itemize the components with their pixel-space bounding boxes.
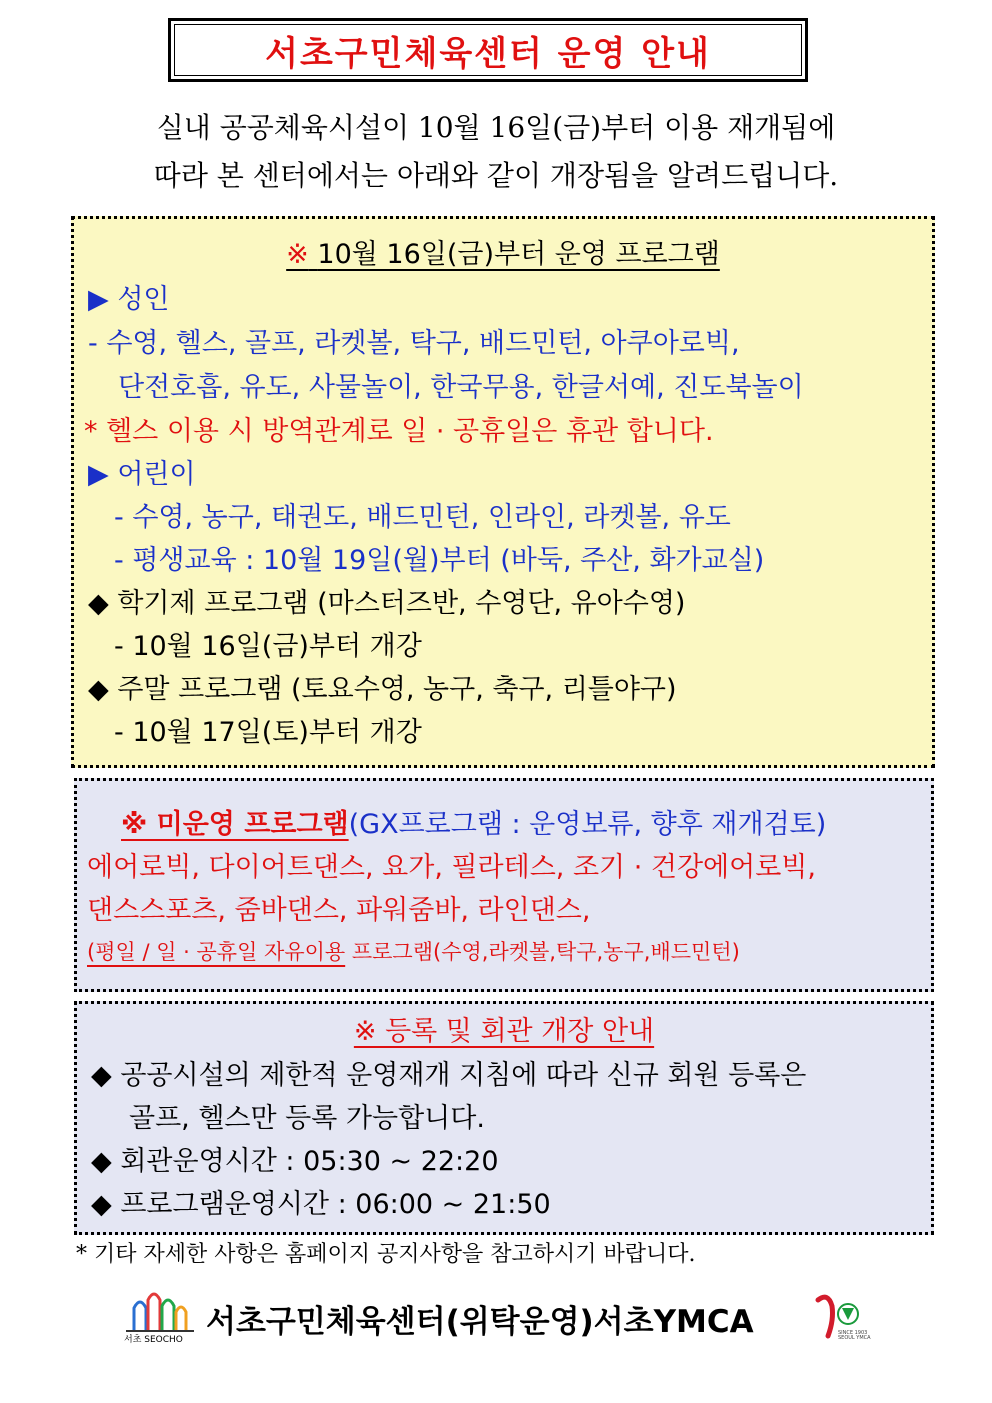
intro-text xyxy=(60,104,932,200)
svg-text:SEOUL YMCA: SEOUL YMCA xyxy=(838,1335,871,1341)
free-use-programs: 프로그램(수영,라켓볼,탁구,농구,배드민턴) xyxy=(345,940,740,964)
program-hours: ◆ 프로그램운영시간 : 06:00 ~ 21:50 xyxy=(91,1189,551,1220)
kids-education: - 평생교육 : 10월 19일(월)부터 (바둑, 주산, 화가교실) xyxy=(114,545,765,576)
svg-text:SINCE 1903: SINCE 1903 xyxy=(838,1330,868,1336)
title-box xyxy=(168,18,808,82)
registration-item-1a: ◆ 공공시설의 제한적 운영재개 지침에 따라 신규 회원 등록은 xyxy=(91,1060,807,1091)
semester-program-label: ◆ 학기제 프로그램 (마스터즈반, 수영단, 유아수영) xyxy=(88,588,686,619)
fitness-notice: * 헬스 이용 시 방역관계로 일 · 공휴일은 휴관 합니다. xyxy=(84,416,714,447)
adult-items-line-1: - 수영, 헬스, 골프, 라켓볼, 탁구, 배드민턴, 아쿠아로빅, xyxy=(88,328,740,359)
footer xyxy=(120,1290,880,1350)
not-running-heading-line xyxy=(121,805,826,845)
registration-heading-wrap xyxy=(77,1012,931,1052)
not-running-heading-note: (GX프로그램 : 운영보류, 향후 재개검토) xyxy=(348,809,827,840)
seocho-logo-text: 서초 SEOCHO xyxy=(124,1335,183,1345)
intro-line-1: 실내 공공체육시설이 10월 16일(금)부터 이용 재개됨에 xyxy=(156,111,836,144)
page-title: 서초구민체육센터 운영 안내 xyxy=(174,24,802,76)
intro-line-2: 따라 본 센터에서는 아래와 같이 개장됨을 알려드립니다. xyxy=(153,159,839,192)
weekend-program-date: - 10월 17일(토)부터 개강 xyxy=(114,717,422,748)
registration-item-1b: 골프, 헬스만 등록 가능합니다. xyxy=(129,1103,485,1134)
free-use-note: (평일 / 일 · 공휴일 자유이용 xyxy=(87,940,346,964)
operating-program-box xyxy=(71,216,935,768)
not-running-line-2: 댄스스포츠, 줌바댄스, 파워줌바, 라인댄스, xyxy=(87,895,591,926)
adult-items-line-2: 단전호흡, 유도, 사물놀이, 한국무용, 한글서예, 진도북놀이 xyxy=(118,372,804,403)
kids-label: ▶ 어린이 xyxy=(88,459,196,490)
registration-box xyxy=(74,1001,934,1235)
kids-items: - 수영, 농구, 태권도, 배드민턴, 인라인, 라켓볼, 유도 xyxy=(114,502,731,533)
building-hours: ◆ 회관운영시간 : 05:30 ~ 22:20 xyxy=(91,1146,499,1177)
not-running-line-1: 에어로빅, 다이어트댄스, 요가, 필라테스, 조기 · 건강에어로빅, xyxy=(87,852,816,883)
footnote: * 기타 자세한 사항은 홈페이지 공지사항을 참고하시기 바랍니다. xyxy=(76,1242,696,1267)
seocho-logo xyxy=(120,1290,200,1348)
adult-label: ▶ 성인 xyxy=(88,284,170,315)
footer-organization: 서초구민체육센터(위탁운영)서초YMCA xyxy=(206,1304,754,1340)
program-heading: ※ 10월 16일(금)부터 운영 프로그램 xyxy=(286,239,720,270)
not-running-line-3 xyxy=(87,932,740,972)
not-running-program-box xyxy=(74,778,934,992)
weekend-program-label: ◆ 주말 프로그램 (토요수영, 농구, 축구, 리틀야구) xyxy=(88,674,677,705)
not-running-heading: ※ 미운영 프로그램 xyxy=(121,809,349,840)
registration-heading: ※ 등록 및 회관 개장 안내 xyxy=(353,1016,655,1047)
program-heading-wrap xyxy=(74,235,932,275)
ymca-logo xyxy=(814,1292,871,1341)
semester-program-date: - 10월 16일(금)부터 개강 xyxy=(114,631,422,662)
